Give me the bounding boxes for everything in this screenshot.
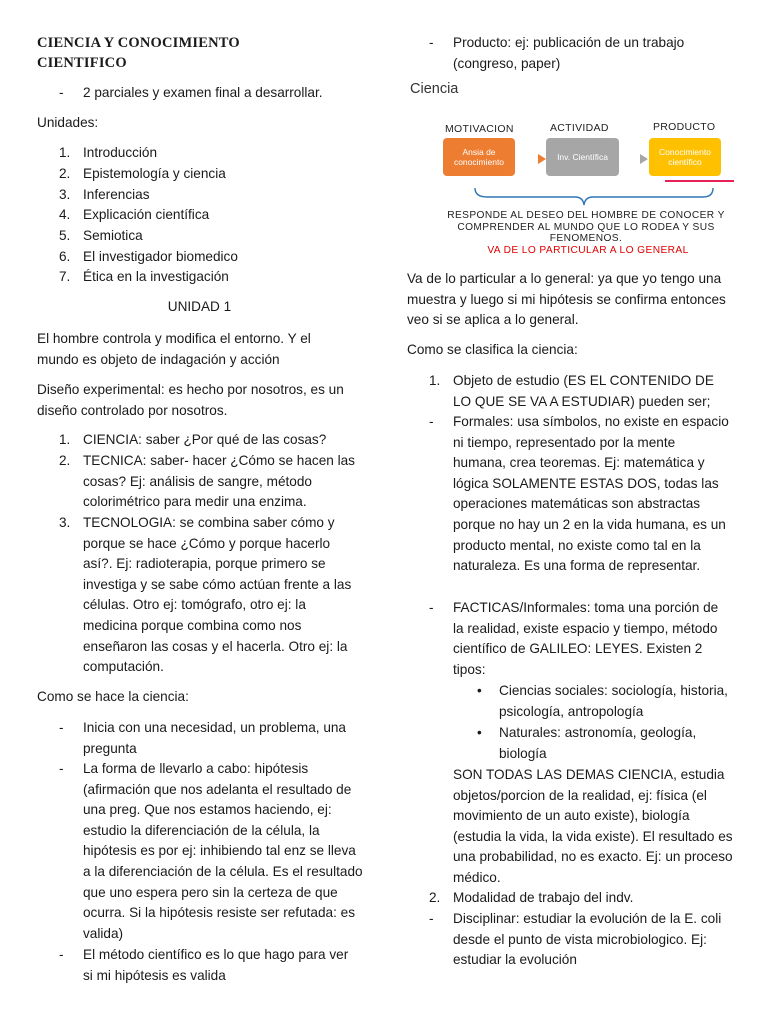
list-item [37, 430, 362, 451]
list-number: 2. [429, 890, 441, 905]
bullet-marker: • [477, 683, 482, 698]
list-item [37, 205, 362, 226]
how-label: Como se hace la ciencia: [37, 689, 189, 704]
list-item [37, 513, 362, 678]
list-item [37, 164, 362, 185]
ciencia-diagram [407, 80, 737, 262]
list-item-text: FACTICAS/Informales: toma una porción de la realidad, existe espacio y tiempo, método científico de GALILEO: LEYES. Existen 2 tipos: [453, 600, 719, 677]
paragraph: Como se clasifica la ciencia: [407, 342, 578, 357]
diagram-title: Ciencia [410, 81, 459, 97]
list-item [37, 718, 362, 759]
label-producto: PRODUCTO [653, 121, 716, 133]
list-item-text: Explicación científica [83, 207, 210, 222]
list-number: 2. [59, 453, 71, 468]
list-item-text: Objeto de estudio (ES EL CONTENIDO DE LO QUE SE VA A ESTUDIAR) pueden ser; [453, 373, 714, 409]
label-motivacion: MOTIVACION [445, 123, 514, 135]
list-item [407, 888, 732, 909]
dash-marker: - [429, 911, 434, 926]
list-item-text: El investigador biomedico [83, 249, 238, 264]
list-item-text: Naturales: astronomía, geología, biología [499, 725, 697, 761]
list-item [407, 33, 732, 74]
list-number: 2. [59, 166, 71, 181]
list-item-text: Inferencias [83, 187, 150, 202]
list-item-text: Ética en la investigación [83, 269, 229, 284]
box-inv-cientifica: Inv. Científica [546, 138, 619, 176]
list-item-text: CIENCIA: saber ¿Por qué de las cosas? [83, 432, 327, 447]
dash-marker: - [59, 85, 64, 100]
list-item-text: Formales: usa símbolos, no existe en espacio ni tiempo, representado por la mente humana, crea teoremas. Ej: matemática y lógica SOLAMENTE ESTAS DOS, todas las operaciones matemáticas son abstractas porque no hay un 2 en la vida humana, es un producto mental, no existe como tal en la naturaleza. Es una forma de representar. [453, 414, 729, 574]
paragraph: El hombre controla y modifica el entorno. Y el mundo es objeto de indagación y acción [37, 331, 311, 367]
list-number: 7. [59, 269, 71, 284]
unit-heading: UNIDAD 1 [167, 299, 232, 314]
list-item [407, 909, 732, 971]
list-number: 6. [59, 249, 71, 264]
paragraph: SON TODAS LAS DEMAS CIENCIA, estudia objetos/porcion de la realidad, ej: física (el movimiento de un auto existe), biología (estudia la vida, la vida existe). El resultado es una probabilidad, no es exacto. Ej: un proceso médico. [453, 767, 733, 885]
list-number: 1. [429, 373, 441, 388]
list-item-text: Semiotica [83, 228, 143, 243]
units-label: Unidades: [37, 115, 99, 130]
paragraph: Diseño experimental: es hecho por nosotros, es un diseño controlado por nosotros. [37, 382, 344, 418]
list-item [37, 247, 362, 268]
list-number: 3. [59, 187, 71, 202]
list-number: 5. [59, 228, 71, 243]
list-item-text: TECNOLOGIA: se combina saber cómo y porque se hace ¿Cómo y porque hacerlo así?. Ej: radioterapia, porque primero se investiga y se sabe cómo actúan frente a las células. Otro ej: tomógrafo, otro ej: la medicina porque combina como nos enseñaron las cosas y el hacerla. Otro ej: la computación. [83, 515, 352, 675]
dash-marker: - [59, 761, 64, 776]
list-item [37, 83, 362, 104]
list-item [407, 681, 732, 722]
list-number: 4. [59, 207, 71, 222]
list-item [407, 371, 732, 412]
list-item [37, 451, 362, 513]
list-item [407, 598, 732, 680]
list-item-text: TECNICA: saber- hacer ¿Cómo se hacen las cosas? Ej: análisis de sangre, método colorimétrico para medir una enzima. [83, 453, 355, 510]
paragraph: Va de lo particular a lo general: ya que yo tengo una muestra y luego si mi hipótesis se confirma entonces veo si se aplica a lo general. [407, 271, 726, 328]
list-item [37, 185, 362, 206]
dash-marker: - [59, 720, 64, 735]
list-item [407, 723, 732, 764]
bullet-marker: • [477, 725, 482, 740]
dash-marker: - [429, 35, 434, 50]
document-title: CIENCIA Y CONOCIMIENTO CIENTIFICO [37, 35, 240, 71]
list-item-text: 2 parciales y examen final a desarrollar. [83, 85, 323, 100]
list-item-text: Introducción [83, 145, 158, 160]
diagram-red-caption: VA DE LO PARTICULAR A LO GENERAL [487, 245, 689, 256]
list-item [407, 412, 732, 577]
list-item-text: Producto: ej: publicación de un trabajo (congreso, paper) [453, 35, 685, 71]
list-item-text: Modalidad de trabajo del indv. [453, 890, 634, 905]
list-number: 1. [59, 145, 71, 160]
list-item-text: La forma de llevarlo a cabo: hipótesis (afirmación que nos adelanta el resultado de una preg. Que nos estamos haciendo, ej: estudio la diferenciación de la célula, la hipótesis es por ej: inhibiendo tal enz se lleva a la diferenciación de la célula. Es el resultado que uno espera pero sin la certeza de que ocurra. Si la hipótesis resiste ser refutada: es valida) [83, 761, 363, 941]
list-item [37, 267, 362, 288]
label-actividad: ACTIVIDAD [550, 122, 609, 134]
box-conocimiento-cientifico: Conocimiento científico [649, 138, 721, 176]
list-item [37, 143, 362, 164]
list-item-text: Disciplinar: estudiar la evolución de la E. coli desde el punto de vista microbiologico. Ej: estudiar la evolución [453, 911, 722, 968]
list-number: 3. [59, 515, 71, 530]
list-item-text: El método científico es lo que hago para ver si mi hipótesis es valida [83, 947, 349, 983]
dash-marker: - [429, 600, 434, 615]
list-item [37, 226, 362, 247]
box-ansia-conocimiento: Ansia de conocimiento [443, 138, 515, 176]
list-number: 1. [59, 432, 71, 447]
dash-marker: - [59, 947, 64, 962]
dash-marker: - [429, 414, 434, 429]
list-item [37, 945, 362, 986]
list-item-text: Inicia con una necesidad, un problema, una pregunta [83, 720, 346, 756]
list-item-text: Ciencias sociales: sociología, historia, psicología, antropología [499, 683, 728, 719]
brace-bracket-icon [475, 188, 713, 205]
list-item [37, 759, 362, 944]
list-item-text: Epistemología y ciencia [83, 166, 226, 181]
diagram-caption: RESPONDE AL DESEO DEL HOMBRE DE CONOCER Y COMPRENDER AL MUNDO QUE LO RODEA Y SUS FENOMENOS. [447, 210, 725, 244]
